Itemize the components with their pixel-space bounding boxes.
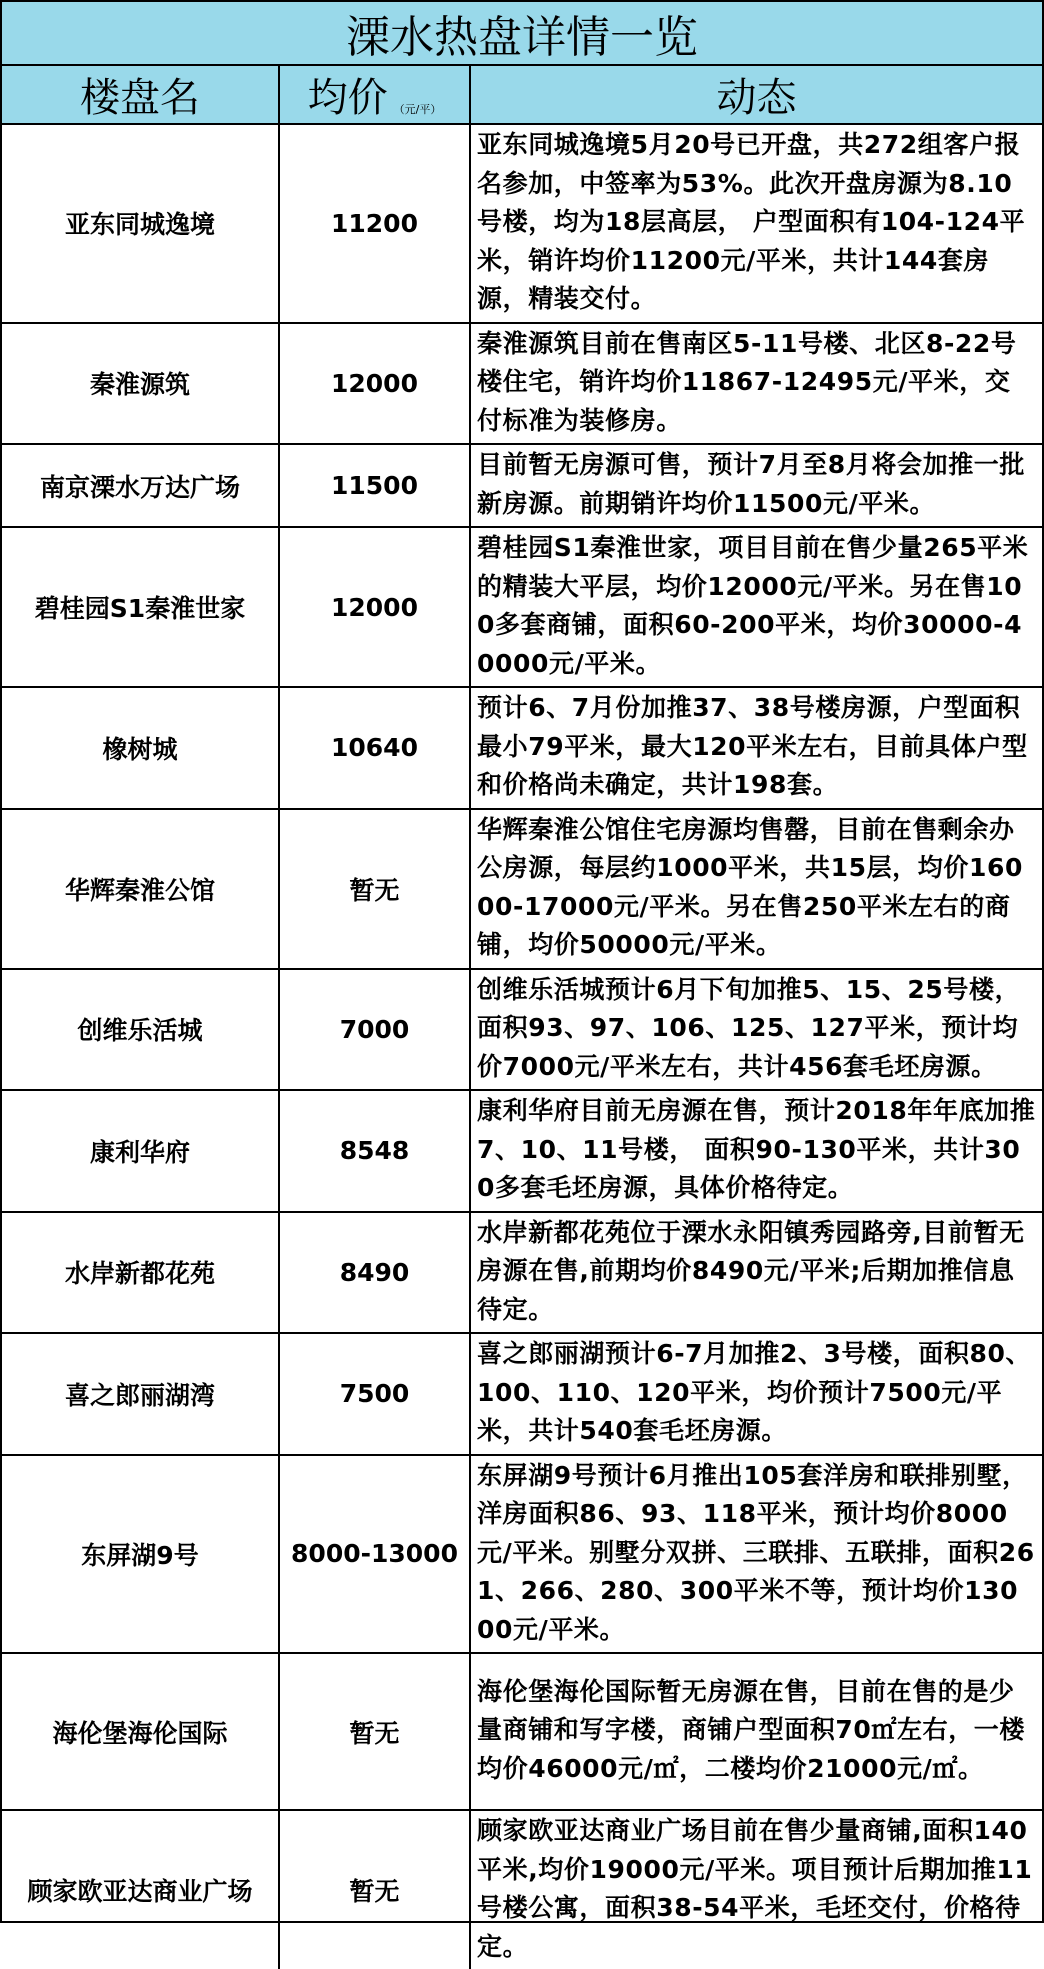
project-news: 顾家欧亚达商业广场目前在售少量商铺,面积140平米,均价19000元/平米。项目预计后期加推11号楼公寓，面积38-54平米，毛坯交付，价格待定。 (470, 1810, 1042, 1969)
project-name: 水岸新都花苑 (2, 1212, 279, 1334)
header-price-unit: （元/平） (393, 103, 442, 116)
table-row (2, 1455, 1042, 1654)
project-name: 喜之郎丽湖湾 (2, 1333, 279, 1455)
table-row (2, 1212, 1042, 1334)
table-row (2, 527, 1042, 687)
project-news: 华辉秦淮公馆住宅房源均售罄，目前在售剩余办公房源，每层约1000平米，共15层，均价16000-17000元/平米。另在售250平米左右的商铺，均价50000元/平米。 (470, 809, 1042, 969)
avg-price: 8000-13000 (279, 1455, 470, 1654)
avg-price: 12000 (279, 323, 470, 445)
project-news: 预计6、7月份加推37、38号楼房源，户型面积最小79平米，最大120平米左右，目前具体户型和价格尚未确定，共计198套。 (470, 687, 1042, 809)
table-row (2, 1810, 1042, 1969)
project-news: 目前暂无房源可售，预计7月至8月将会加推一批新房源。前期销许均价11500元/平米。 (470, 444, 1042, 527)
avg-price: 暂无 (279, 1810, 470, 1969)
project-news: 水岸新都花苑位于溧水永阳镇秀园路旁,目前暂无房源在售,前期均价8490元/平米;后期加推信息待定。 (470, 1212, 1042, 1334)
listing-table (2, 66, 1042, 1969)
header-row (2, 66, 1042, 124)
table-row (2, 1333, 1042, 1455)
avg-price: 8548 (279, 1090, 470, 1212)
project-news: 海伦堡海伦国际暂无房源在售，目前在售的是少量商铺和写字楼，商铺户型面积70㎡左右，一楼均价46000元/㎡，二楼均价21000元/㎡。 (470, 1653, 1042, 1810)
project-news: 东屏湖9号预计6月推出105套洋房和联排别墅，洋房面积86、93、118平米，预计均价8000元/平米。别墅分双拼、三联排、五联排，面积261、266、280、300平米不等，预计均价13000元/平米。 (470, 1455, 1042, 1654)
table-row (2, 687, 1042, 809)
table-row (2, 809, 1042, 969)
project-name: 海伦堡海伦国际 (2, 1653, 279, 1810)
avg-price: 暂无 (279, 809, 470, 969)
avg-price: 8490 (279, 1212, 470, 1334)
project-name: 秦淮源筑 (2, 323, 279, 445)
header-name: 楼盘名 (2, 66, 279, 124)
avg-price: 7500 (279, 1333, 470, 1455)
avg-price: 10640 (279, 687, 470, 809)
project-news: 亚东同城逸境5月20号已开盘，共272组客户报名参加，中签率为53%。此次开盘房源为8.10号楼，均为18层高层， 户型面积有104-124平米，销许均价11200元/平米，共计144套房源，精装交付。 (470, 124, 1042, 323)
project-name: 碧桂园S1秦淮世家 (2, 527, 279, 687)
table-row (2, 444, 1042, 527)
project-news: 秦淮源筑目前在售南区5-11号楼、北区8-22号楼住宅，销许均价11867-12495元/平米，交付标准为装修房。 (470, 323, 1042, 445)
avg-price: 11200 (279, 124, 470, 323)
table-row (2, 124, 1042, 323)
project-news: 碧桂园S1秦淮世家，项目目前在售少量265平米的精装大平层，均价12000元/平米。另在售100多套商铺，面积60-200平米，均价30000-40000元/平米。 (470, 527, 1042, 687)
project-name: 南京溧水万达广场 (2, 444, 279, 527)
project-name: 华辉秦淮公馆 (2, 809, 279, 969)
project-name: 顾家欧亚达商业广场 (2, 1810, 279, 1969)
header-price: 均价 （元/平） (279, 66, 470, 124)
project-name: 创维乐活城 (2, 969, 279, 1091)
avg-price: 12000 (279, 527, 470, 687)
header-news: 动态 (470, 66, 1042, 124)
project-name: 康利华府 (2, 1090, 279, 1212)
project-name: 橡树城 (2, 687, 279, 809)
project-news: 喜之郎丽湖预计6-7月加推2、3号楼，面积80、100、110、120平米，均价预计7500元/平米，共计540套毛坯房源。 (470, 1333, 1042, 1455)
table-row (2, 1090, 1042, 1212)
table-row (2, 1653, 1042, 1810)
project-name: 东屏湖9号 (2, 1455, 279, 1654)
avg-price: 7000 (279, 969, 470, 1091)
project-news: 创维乐活城预计6月下旬加推5、15、25号楼，面积93、97、106、125、127平米，预计均价7000元/平米左右，共计456套毛坯房源。 (470, 969, 1042, 1091)
page-title: 溧水热盘详情一览 (2, 2, 1042, 66)
project-news: 康利华府目前无房源在售，预计2018年年底加推7、10、11号楼， 面积90-130平米，共计300多套毛坯房源，具体价格待定。 (470, 1090, 1042, 1212)
table-row (2, 969, 1042, 1091)
table-row (2, 323, 1042, 445)
avg-price: 11500 (279, 444, 470, 527)
project-name: 亚东同城逸境 (2, 124, 279, 323)
avg-price: 暂无 (279, 1653, 470, 1810)
